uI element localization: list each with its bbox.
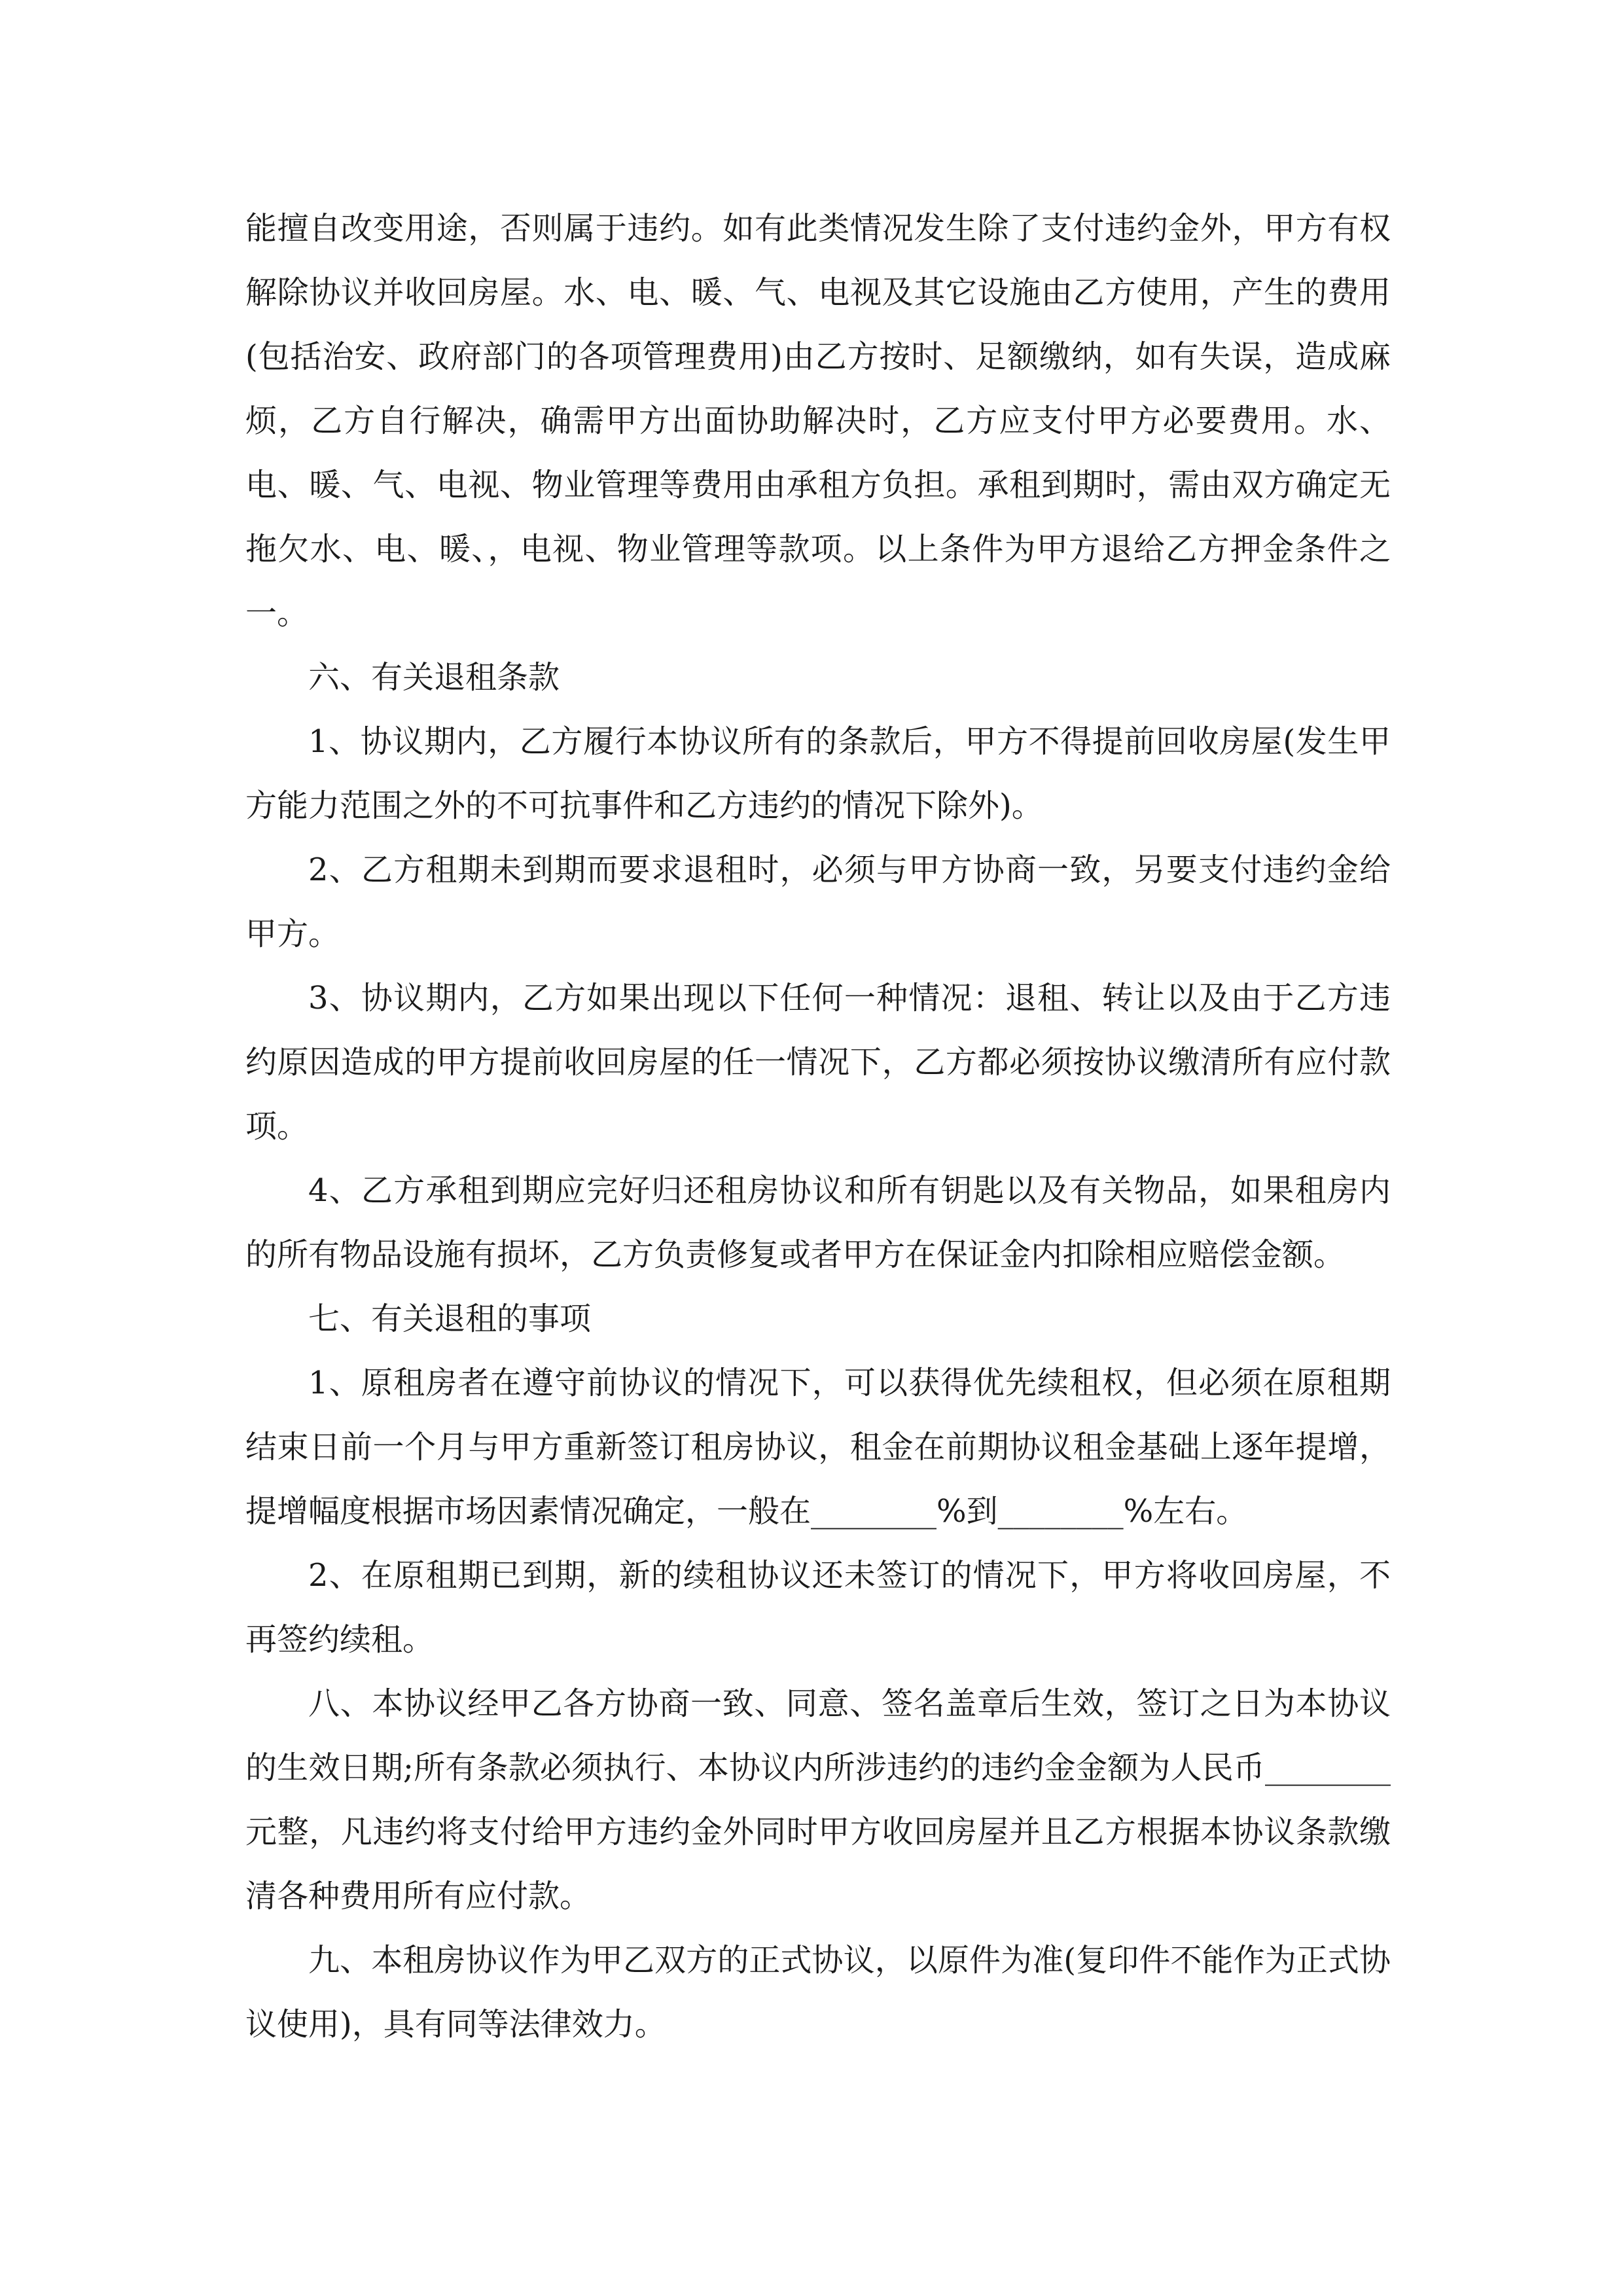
paragraph-continuation: 能擅自改变用途，否则属于违约。如有此类情况发生除了支付违约金外，甲方有权解除协议并收回房屋。水、电、暖、气、电视及其它设施由乙方使用，产生的费用(包括治安、政府部门的各项管理费用)由乙方按时、足额缴纳，如有失误，造成麻烦，乙方自行解决，确需甲方出面协助解决时，乙方应支付甲方必要费用。水、电、暖、气、电视、物业管理等费用由承租方负担。承租到期时，需由双方确定无拖欠水、电、暖、，电视、物业管理等款项。以上条件为甲方退给乙方押金条件之一。 — [245, 210, 1391, 632]
clause-6-3: 3、协议期内，乙方如果出现以下任何一种情况：退租、转让以及由于乙方违约原因造成的甲方提前收回房屋的任一情况下，乙方都必须按协议缴清所有应付款项。 — [245, 980, 1391, 1145]
clause-6-1: 1、协议期内，乙方履行本协议所有的条款后，甲方不得提前回收房屋(发生甲方能力范围之外的不可抗事件和乙方违约的情况下除外)。 — [245, 723, 1391, 824]
clause-7-1: 1、原租房者在遵守前协议的情况下，可以获得优先续租权，但必须在原租期结束日前一个月与甲方重新签订租房协议，租金在前期协议租金基础上逐年提增，提增幅度根据市场因素情况确定，一般在________%到________%左右。 — [245, 1365, 1391, 1530]
section-heading-6: 六、有关退租条款 — [308, 659, 560, 696]
section-8: 八、本协议经甲乙各方协商一致、同意、签名盖章后生效，签订之日为本协议的生效日期;所有条款必须执行、本协议内所涉违约的违约金金额为人民币________元整，凡违约将支付给甲方违约金外同时甲方收回房屋并且乙方根据本协议条款缴清各种费用所有应付款。 — [245, 1685, 1391, 1914]
section-heading-7: 七、有关退租的事项 — [308, 1300, 592, 1337]
clause-7-2: 2、在原租期已到期，新的续租协议还未签订的情况下，甲方将收回房屋，不再签约续租。 — [245, 1557, 1391, 1658]
clause-6-2: 2、乙方租期未到期而要求退租时，必须与甲方协商一致，另要支付违约金给甲方。 — [245, 852, 1391, 952]
section-9: 九、本租房协议作为甲乙双方的正式协议，以原件为准(复印件不能作为正式协议使用)，具有同等法律效力。 — [245, 1942, 1391, 2043]
document-body — [245, 196, 1391, 2056]
clause-6-4: 4、乙方承租到期应完好归还租房协议和所有钥匙以及有关物品，如果租房内的所有物品设施有损坏，乙方负责修复或者甲方在保证金内扣除相应赔偿金额。 — [245, 1172, 1391, 1273]
